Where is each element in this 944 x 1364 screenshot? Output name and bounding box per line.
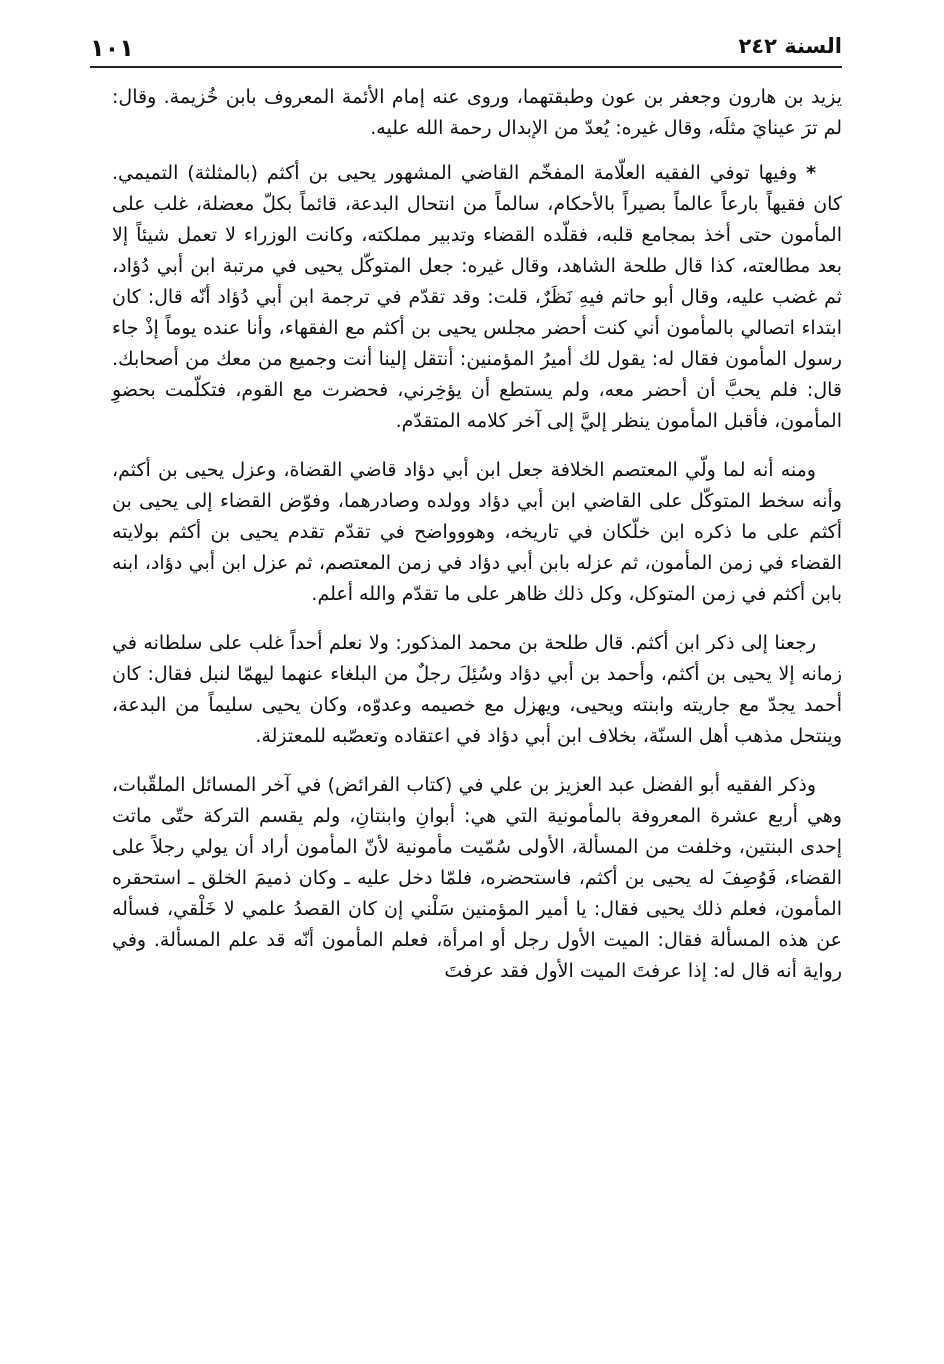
paragraph-text: وفيها توفي الفقيه العلّامة المفخّم القاضي المشهور يحيى بن أكثم (بالمثلثة) التميمي. كان فقيهاً بارعاً عالماً بصيراً بالأحكام، سالماً من انتحال البدعة، قائماً بكلّ معضلة، غلب على المأمون حتى أخذ بمجامع قلبه، فقلّده القضاء وتدبير مملكته، وكانت الوزراء لا تعمل شيئاً إلا بعد مطالعته، كذا قال طلحة الشاهد، وقال غيره: جعل المتوكّل يحيى في مرتبة ابن أبي دُؤاد، ثم غضب عليه، وقال أبو حاتم فيهِ نَظَرٌ، قلت: وقد تقدّم في ترجمة ابن أبي دُؤاد أنّه قال: كان ابتداء اتصالي بالمأمون أني كنت أحضر مجلس يحيى بن أكثم مع الفقهاء، وأنا عنده يوماً إذْ جاء رسول المأمون فقال له: يقول لك أميرُ المؤمنين: أنتقل إلينا أنت وجميع من معك من أصحابك. قال: فلم يحبَّ أن أحضر معه، ولم يستطع أن يؤخِرني، فحضرت مع القوم، فتكلّمت بحضوِ المأمون، فأقبل المأمون ينظر إليَّ إلى آخر كلامه المتقدّم.	[112, 162, 842, 432]
paragraph-yazid: يزيد بن هارون وجعفر بن عون وطبقتهما، وروى عنه إمام الأئمة المعروف بابن خُزيمة. وقال: لم ترَ عينايَ مثلَه، وقال غيره: يُعدّ من الإبدال رحمة الله عليه.	[112, 86, 842, 139]
paragraph-mamuniyya: وذكر الفقيه أبو الفضل عبد العزيز بن علي في (كتاب الفرائض) في آخر المسائل الملقّبات، وهي أربع عشرة المعروفة بالمأمونية التي هي: أبوانِ وابنتانِ، ولم يقسم التركة حتّى ماتت إحدى البنتين، وخلفت من المسألة، الأولى سُمّيت مأمونية لأنّ المأمون أراد أن يولي رجلاً على القضاء، فَوُصِفَ له يحيى بن أكثم، فاستحضره، فلمّا دخل عليه ـ وكان ذميمَ الخلق ـ استحقره المأمون، فعلم ذلك يحيى فقال: يا أمير المؤمنين سَلْني إن كان القصدُ علمي لا خَلْقي، فسأله عن هذه المسألة فقال: الميت الأول رجل أو امرأة، فعلم المأمون أنّه قد علم المسألة. وفي رواية أنه قال له: إذا عرفتَ الميت الأول فقد عرفتَ	[112, 774, 842, 982]
running-head-year: السنة ٢٤٢	[738, 34, 842, 58]
paragraph-mutasim: ومنه أنه لما ولّي المعتصم الخلافة جعل ابن أبي دؤاد قاضي القضاة، وعزل يحيى بن أكثم، وأنه سخط المتوكّل على القاضي ابن أبي دؤاد وولده وصادرهما، وفوّض القضاء إلى يحيى بن أكثم على ما ذكره ابن خلّكان في تاريخه، وهووواضح في تقدّم تقدم يحيى بن أكثم بولايته القضاء في زمن المأمون، ثم عزله بابن أبي دؤاد في زمن المعتصم، ثم عزل ابن أبي دؤاد، ابنه بابن أكثم في زمن المتوكل، وكل ذلك ظاهر على ما تقدّم والله أعلم.	[112, 459, 842, 605]
paragraph-talha: رجعنا إلى ذكر ابن أكثم. قال طلحة بن محمد المذكور: ولا نعلم أحداً غلب على سلطانه في زمانه إلا يحيى بن أكثم، وأحمد بن أبي دؤاد وسُئِلَ رجلٌ من البلغاء عنهما ليهمّا لنبل فقال: كان أحمد يجدّ مع جاريته وابنته ويحيى، ويهزل مع خصيمه وعدوّه، وكان يحيى سليماً من البدعة، وينتحل مذهب أهل السنّة، بخلاف ابن أبي دؤاد في اعتقاده وتعصّبه للمعتزلة.	[112, 632, 842, 747]
asterisk-marker: *	[806, 162, 816, 184]
page-header	[90, 30, 842, 70]
page-body	[112, 82, 842, 1005]
paragraph-yahya-death	[112, 158, 842, 437]
page-number: ١٠١	[90, 34, 134, 62]
header-divider	[90, 66, 842, 68]
